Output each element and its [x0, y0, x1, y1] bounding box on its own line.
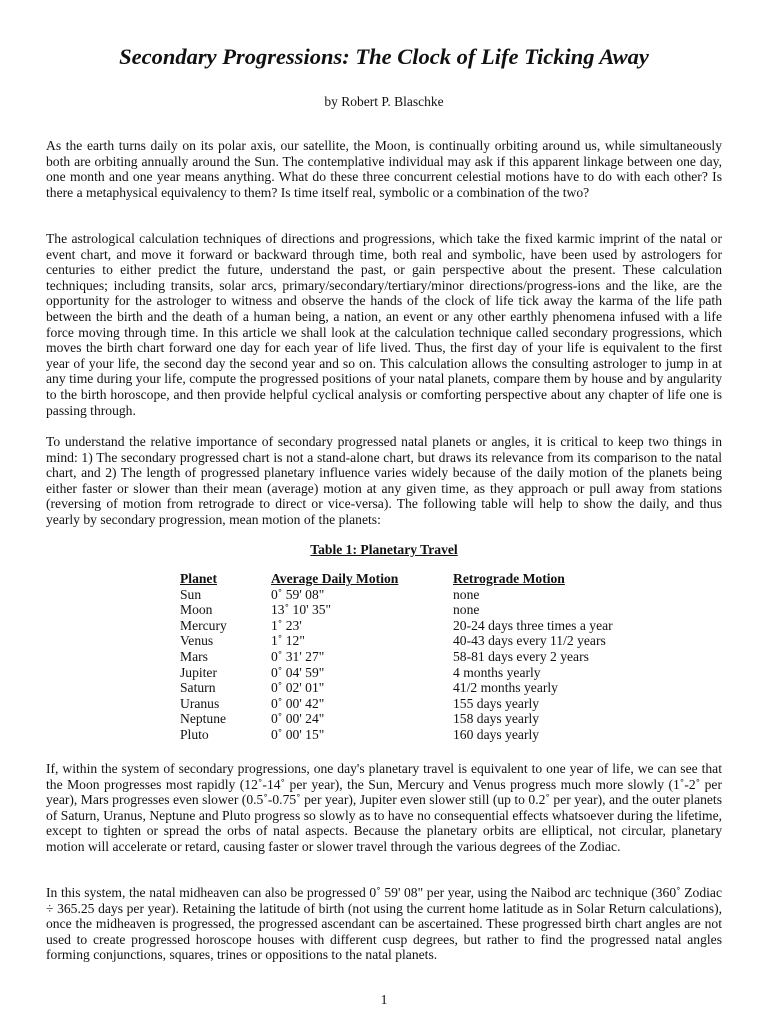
retrograde-cell: 20-24 days three times a year [453, 617, 613, 633]
retrograde-cell: none [453, 602, 480, 618]
planet-cell: Uranus [180, 695, 220, 711]
table-row [180, 587, 653, 603]
planet-cell: Jupiter [180, 664, 217, 680]
planet-cell: Pluto [180, 726, 209, 742]
table-row [180, 618, 653, 634]
page-number: 1 [380, 992, 388, 1007]
table-row [180, 633, 653, 649]
paragraph-importance: To understand the relative importance of secondary progressed natal planets or angles, it is critical to keep two things in mind: 1) The secondary progressed chart is not a stand-alone chart, but draws its relevance from its comparison to the natal chart, and 2) The length of progressed planetary influence varies widely because of the daily motion of the planets being either faster or slower than their mean (average) motion at any given time, as they approach or pull away from stations (reversing of motion from retrograde to direct or vice-versa). The following table will help to show the daily, and thus yearly by secondary progression, mean motion of the planets: [46, 434, 722, 527]
table-row [180, 711, 653, 727]
paragraph-progression-rates: If, within the system of secondary progressions, one day's planetary travel is equivalent to one year of life, we can see that the Moon progresses most rapidly (12˚-14˚ per year), the Sun, Mercury and Venus progress much more slowly (1˚-2˚ per year), Mars progresses even slower (0.5˚-0.75˚ per year), Jupiter even slower still (up to 0.2˚ per year), and the outer planets of Saturn, Uranus, Neptune and Pluto progress so slowly as to have no consequential effects whatsoever during the lifetime, except to tighten or spread the orbs of natal aspects. Because the planetary orbits are elliptical, not circular, planetary motion will accelerate or retard, causing faster or slower travel through the various degrees of the Zodiac. [46, 761, 722, 854]
daily-motion-cell: 0˚ 04' 59" [271, 664, 325, 680]
table-row [180, 727, 653, 743]
column-header-daily-motion: Average Daily Motion [271, 571, 399, 586]
table-caption: Table 1: Planetary Travel [310, 542, 458, 557]
daily-motion-cell: 1˚ 12" [271, 633, 305, 649]
page-title: Secondary Progressions: The Clock of Life Ticking Away [119, 44, 649, 69]
daily-motion-cell: 0˚ 02' 01" [271, 680, 325, 696]
retrograde-cell: 160 days yearly [453, 726, 540, 742]
retrograde-cell: 41/2 months yearly [453, 680, 558, 696]
paragraph-techniques: The astrological calculation techniques of directions and progressions, which take the fixed karmic imprint of the natal or event chart, and move it forward or backward through time, both real and symbolic, have been used by astrologers for centuries to either predict the future, understand the past, or gain perspective about the present. These calculation techniques; including transits, solar arcs, primary/secondary/tertiary/minor directions/progress-ions and the like, are the opportunity for the astrologer to witness and observe the hands of the clock of life tick away the karma of the life path between the birth and the death of a human being, a nation, an event or any other earthly phenomena infused with a life force moving through time. In this article we shall look at the calculation technique called secondary progressions, which moves the birth chart forward one day for each year of life lived. Thus, the first day of your life is equivalent to the first year of your life, the second day the second year and so on. This calculation allows the consulting astrologer to jump in at any time during your life, compute the progressed positions of your natal planets, compare them by house and by angularity to the birth horoscope, and then provide helpful cyclical analysis or comforting perspective about any chapter of life one is passing through. [46, 231, 722, 418]
retrograde-cell: 158 days yearly [453, 711, 540, 727]
paragraph-intro: As the earth turns daily on its polar axis, our satellite, the Moon, is continually orbiting around us, while simultaneously both are orbiting annually around the Sun. The contemplative individual may ask if this apparent linkage between one day, one month and one year means anything. What do these three concurrent celestial motions have to do with each other? Is there a metaphysical equivalency to them? Is time itself real, symbolic or a combination of the two? [46, 138, 722, 200]
daily-motion-cell: 1˚ 23' [271, 617, 302, 633]
planet-cell: Saturn [180, 680, 216, 696]
daily-motion-cell: 0˚ 59' 08" [271, 586, 325, 602]
planetary-travel-table [180, 571, 653, 743]
daily-motion-cell: 13˚ 10' 35" [271, 602, 332, 618]
retrograde-cell: 40-43 days every 11/2 years [453, 633, 606, 649]
table-row [180, 602, 653, 618]
column-header-retrograde-motion: Retrograde Motion [453, 571, 565, 586]
table-row [180, 696, 653, 712]
daily-motion-cell: 0˚ 00' 24" [271, 711, 325, 727]
retrograde-cell: 58-81 days every 2 years [453, 648, 589, 664]
table-row [180, 665, 653, 681]
daily-motion-cell: 0˚ 00' 15" [271, 726, 325, 742]
retrograde-cell: 4 months yearly [453, 664, 541, 680]
planet-cell: Mars [180, 648, 208, 664]
planet-cell: Sun [180, 586, 202, 602]
planet-cell: Mercury [180, 617, 227, 633]
byline: by Robert P. Blaschke [324, 94, 444, 109]
table-row [180, 649, 653, 665]
table-row [180, 680, 653, 696]
paragraph-midheaven: In this system, the natal midheaven can also be progressed 0˚ 59' 08" per year, using the Naibod arc technique (360˚ Zodiac ÷ 365.25 days per year). Retaining the latitude of birth (not using the current home latitude as in Solar Return calculations), once the midheaven is progressed, the progressed ascendant can be ascertained. These progressed birth chart angles are not used to create progressed horoscope houses with different cusp degrees, but rather to find the progressed natal angles forming conjunctions, squares, trines or oppositions to the natal planets. [46, 885, 722, 963]
planet-cell: Moon [180, 602, 213, 618]
column-header-planet: Planet [180, 571, 217, 586]
planet-cell: Neptune [180, 711, 227, 727]
retrograde-cell: 155 days yearly [453, 695, 540, 711]
table-header-row [180, 571, 653, 587]
daily-motion-cell: 0˚ 00' 42" [271, 695, 325, 711]
daily-motion-cell: 0˚ 31' 27" [271, 648, 325, 664]
retrograde-cell: none [453, 586, 480, 602]
planet-cell: Venus [180, 633, 214, 649]
